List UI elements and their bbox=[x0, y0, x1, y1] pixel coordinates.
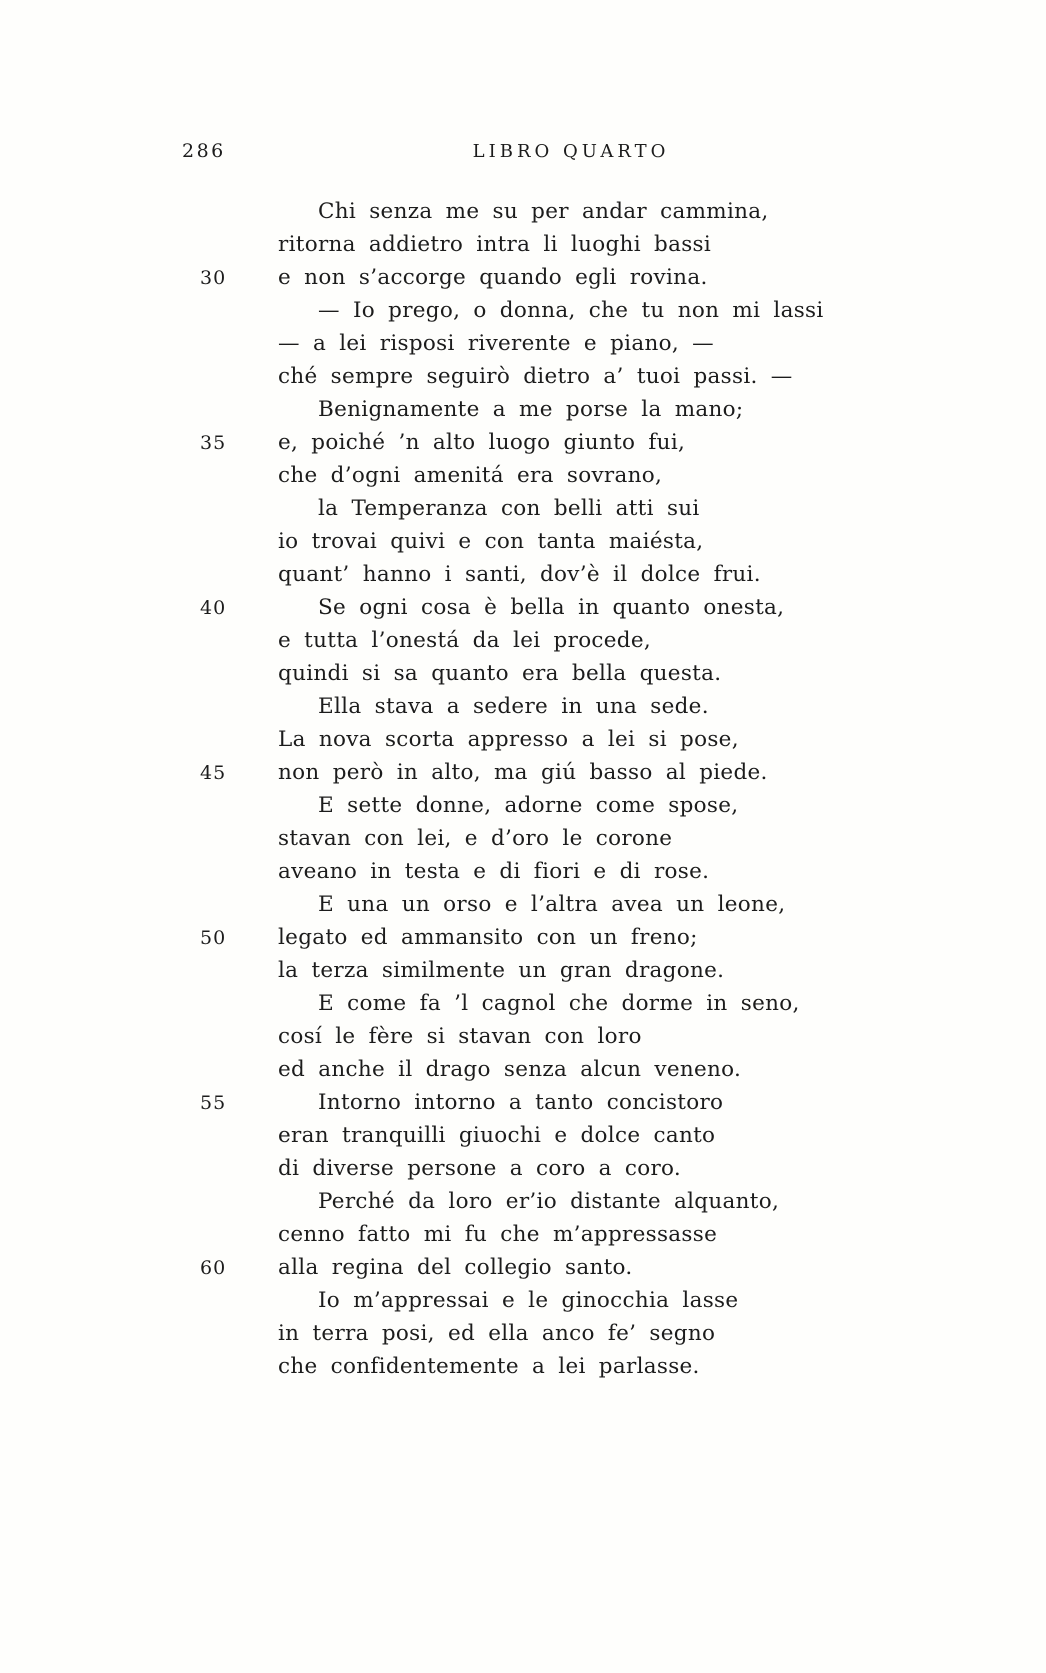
verse-row bbox=[0, 592, 1046, 625]
verse-line: E come fa ’l cagnol che dorme in seno, bbox=[318, 991, 800, 1016]
verse-line: cosí le fère si stavan con loro bbox=[278, 1024, 642, 1049]
verse-line: ché sempre seguirò dietro a’ tuoi passi. — bbox=[278, 364, 793, 389]
verse-line: e, poiché ’n alto luogo giunto fui, bbox=[278, 430, 686, 455]
verse-row bbox=[0, 1087, 1046, 1120]
verse-row bbox=[0, 1219, 1046, 1252]
verse-line: che d’ogni amenitá era sovrano, bbox=[278, 463, 663, 488]
verse-row bbox=[0, 229, 1046, 262]
verse-row bbox=[0, 1120, 1046, 1153]
verse-line: alla regina del collegio santo. bbox=[278, 1255, 633, 1280]
verse-row bbox=[0, 328, 1046, 361]
verse-line: non però in alto, ma giú basso al piede. bbox=[278, 760, 768, 785]
line-number: 50 bbox=[200, 927, 227, 949]
verse-row bbox=[0, 1186, 1046, 1219]
line-number: 35 bbox=[200, 432, 227, 454]
verse-line: la terza similmente un gran dragone. bbox=[278, 958, 725, 983]
verse-row bbox=[0, 823, 1046, 856]
verse-line: Se ogni cosa è bella in quanto onesta, bbox=[318, 595, 785, 620]
verse-line: — a lei risposi riverente e piano, — bbox=[278, 331, 714, 356]
verse-line: — Io prego, o donna, che tu non mi lassi bbox=[318, 298, 824, 323]
verse-row bbox=[0, 625, 1046, 658]
verse-line: ritorna addietro intra li luoghi bassi bbox=[278, 232, 712, 257]
verse-line: Chi senza me su per andar cammina, bbox=[318, 199, 769, 224]
verse-line: di diverse persone a coro a coro. bbox=[278, 1156, 682, 1181]
verse-row bbox=[0, 1021, 1046, 1054]
verse-row bbox=[0, 1285, 1046, 1318]
line-number: 40 bbox=[200, 597, 227, 619]
verse-line: e tutta l’onestá da lei procede, bbox=[278, 628, 652, 653]
verse-line: ed anche il drago senza alcun veneno. bbox=[278, 1057, 742, 1082]
verse-line: legato ed ammansito con un freno; bbox=[278, 925, 698, 950]
verse-row bbox=[0, 889, 1046, 922]
verse-row bbox=[0, 493, 1046, 526]
verse-row bbox=[0, 295, 1046, 328]
running-head: LIBRO QUARTO bbox=[472, 141, 670, 162]
verse-line: Io m’appressai e le ginocchia lasse bbox=[318, 1288, 739, 1313]
line-number: 30 bbox=[200, 267, 227, 289]
verse-row bbox=[0, 790, 1046, 823]
line-number: 60 bbox=[200, 1257, 227, 1279]
verse-row bbox=[0, 460, 1046, 493]
verse-line: quant’ hanno i santi, dov’è il dolce frui. bbox=[278, 562, 761, 587]
verse-row bbox=[0, 427, 1046, 460]
verse-line: in terra posi, ed ella anco fe’ segno bbox=[278, 1321, 716, 1346]
verse-line: quindi si sa quanto era bella questa. bbox=[278, 661, 722, 686]
verse-line: cenno fatto mi fu che m’appressasse bbox=[278, 1222, 718, 1247]
verse-line: Benignamente a me porse la mano; bbox=[318, 397, 744, 422]
verse-row bbox=[0, 691, 1046, 724]
verse-line: Intorno intorno a tanto concistoro bbox=[318, 1090, 724, 1115]
verse-row bbox=[0, 988, 1046, 1021]
verse-row bbox=[0, 1351, 1046, 1384]
verse-line: eran tranquilli giuochi e dolce canto bbox=[278, 1123, 716, 1148]
verse-line: e non s’accorge quando egli rovina. bbox=[278, 265, 708, 290]
verse-row bbox=[0, 922, 1046, 955]
verse-row bbox=[0, 955, 1046, 988]
verse-row bbox=[0, 262, 1046, 295]
verse-row bbox=[0, 361, 1046, 394]
verse-line: io trovai quivi e con tanta maiésta, bbox=[278, 529, 704, 554]
line-number: 45 bbox=[200, 762, 227, 784]
verse-line: stavan con lei, e d’oro le corone bbox=[278, 826, 673, 851]
verse-line: Perché da loro er’io distante alquanto, bbox=[318, 1189, 780, 1214]
verse-line: E sette donne, adorne come spose, bbox=[318, 793, 739, 818]
verse-row bbox=[0, 1153, 1046, 1186]
verse-line: la Temperanza con belli atti sui bbox=[318, 496, 700, 521]
verse-row bbox=[0, 1054, 1046, 1087]
verse-row bbox=[0, 196, 1046, 229]
verse-row bbox=[0, 394, 1046, 427]
verse-row bbox=[0, 526, 1046, 559]
verse-line: aveano in testa e di fiori e di rose. bbox=[278, 859, 710, 884]
verse-list bbox=[0, 196, 1046, 1384]
line-number: 55 bbox=[200, 1092, 227, 1114]
verse-row bbox=[0, 757, 1046, 790]
verse-row bbox=[0, 559, 1046, 592]
verse-row bbox=[0, 724, 1046, 757]
verse-line: Ella stava a sedere in una sede. bbox=[318, 694, 709, 719]
verse-row bbox=[0, 1252, 1046, 1285]
verse-row bbox=[0, 1318, 1046, 1351]
page-number: 286 bbox=[182, 140, 226, 162]
verse-row bbox=[0, 856, 1046, 889]
verse-line: E una un orso e l’altra avea un leone, bbox=[318, 892, 786, 917]
verse-line: che confidentemente a lei parlasse. bbox=[278, 1354, 700, 1379]
verse-row bbox=[0, 658, 1046, 691]
verse-line: La nova scorta appresso a lei si pose, bbox=[278, 727, 739, 752]
